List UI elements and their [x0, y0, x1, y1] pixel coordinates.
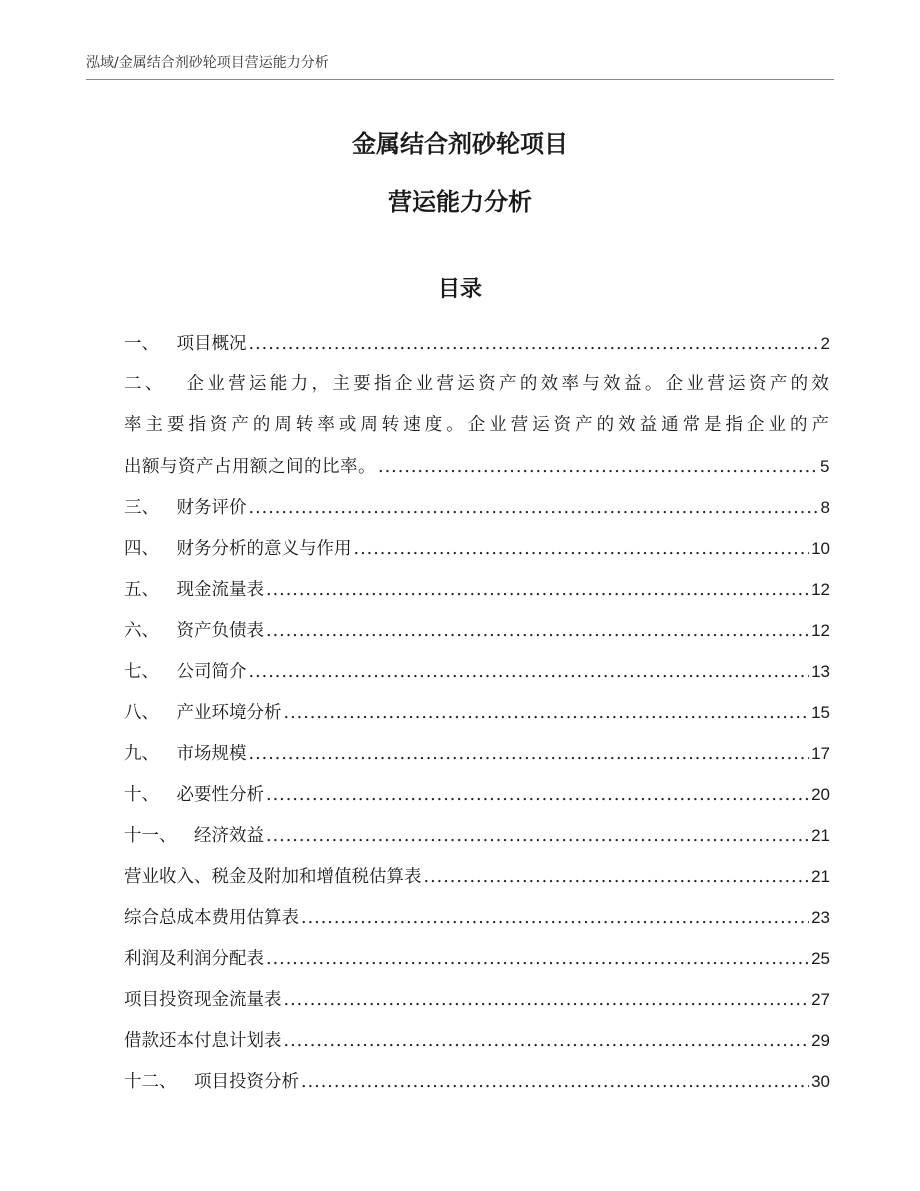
- toc-entry-page: 15: [811, 703, 830, 722]
- toc-entry-page: 20: [811, 785, 830, 804]
- toc-leader-dots: [266, 939, 809, 980]
- toc-entry-number: 四、: [124, 539, 159, 559]
- toc-entry[interactable]: [124, 364, 830, 487]
- toc-entry-page: 21: [811, 867, 830, 886]
- toc-entry-page: 29: [811, 1031, 830, 1050]
- toc-entry-label: 经济效益: [194, 826, 264, 846]
- toc-leader-dots: [266, 611, 809, 652]
- toc-entry-number: 二、: [124, 374, 166, 394]
- toc-entry-label: 利润及利润分配表: [124, 949, 264, 969]
- toc-entry[interactable]: [124, 774, 830, 815]
- toc-entry-label: 资产负债表: [176, 621, 264, 641]
- toc-leader-dots: [378, 447, 818, 488]
- toc-entry-page: 8: [820, 498, 830, 517]
- toc-entry-page: 27: [811, 990, 830, 1009]
- toc-entry-label: 出额与资产占用额之间的比率。: [124, 457, 376, 477]
- running-header: 泓域/金属结合剂砂轮项目营运能力分析: [86, 55, 329, 71]
- toc-leader-dots: [249, 652, 810, 693]
- toc-entry-line: 率主要指资产的周转率或周转速度。企业营运资产的效益通常是指企业的产: [124, 415, 830, 435]
- document-title: 金属结合剂砂轮项目: [352, 130, 568, 158]
- toc-entry-label: 公司简介: [176, 662, 247, 682]
- toc-entry-label: 综合总成本费用估算表: [124, 908, 299, 928]
- toc-leader-dots: [284, 1021, 810, 1062]
- toc-entry-number: 三、: [124, 498, 159, 518]
- toc-entry-number: 十一、: [124, 826, 177, 846]
- toc-entry[interactable]: [124, 1020, 830, 1061]
- toc-entry-label: 现金流量表: [176, 580, 264, 600]
- toc-entry[interactable]: [124, 528, 830, 569]
- toc-entry-page: 21: [811, 826, 830, 845]
- toc-entry-page: 12: [811, 580, 830, 599]
- toc-entry[interactable]: [124, 856, 830, 897]
- toc-entry-label: 财务分析的意义与作用: [176, 539, 352, 559]
- toc-entry[interactable]: [124, 979, 830, 1020]
- toc-leader-dots: [284, 980, 810, 1021]
- toc-entry-label: 借款还本付息计划表: [124, 1031, 282, 1051]
- table-of-contents: [124, 323, 830, 1102]
- toc-entry[interactable]: [124, 733, 830, 774]
- toc-entry[interactable]: [124, 610, 830, 651]
- toc-entry-number: 八、: [124, 703, 159, 723]
- document-subtitle: 营运能力分析: [388, 188, 532, 216]
- toc-leader-dots: [249, 488, 819, 529]
- header-divider: [86, 79, 834, 80]
- toc-entry[interactable]: [124, 897, 830, 938]
- toc-entry-page: 12: [811, 621, 830, 640]
- toc-leader-dots: [301, 898, 809, 939]
- toc-leader-dots: [249, 734, 810, 775]
- toc-entry-page: 25: [811, 949, 830, 968]
- toc-entry[interactable]: [124, 569, 830, 610]
- toc-entry-number: 十二、: [124, 1072, 177, 1092]
- toc-entry[interactable]: [124, 487, 830, 528]
- toc-entry-page: 5: [820, 457, 830, 476]
- toc-entry-label: 营业收入、税金及附加和增值税估算表: [124, 867, 422, 887]
- toc-leader-dots: [249, 324, 819, 365]
- toc-entry-page: 23: [811, 908, 830, 927]
- toc-entry-number: 一、: [124, 334, 159, 354]
- toc-leader-dots: [266, 816, 809, 857]
- toc-entry-number: 九、: [124, 744, 159, 764]
- toc-entry-page: 30: [811, 1072, 830, 1091]
- toc-entry-label: 项目投资现金流量表: [124, 990, 282, 1010]
- toc-entry-number: 七、: [124, 662, 159, 682]
- toc-entry-number: 六、: [124, 621, 159, 641]
- toc-entry[interactable]: [124, 938, 830, 979]
- toc-entry-number: 十、: [124, 785, 159, 805]
- toc-entry[interactable]: [124, 651, 830, 692]
- toc-entry[interactable]: [124, 1061, 830, 1102]
- toc-leader-dots: [301, 1062, 809, 1103]
- toc-entry-page: 17: [811, 744, 830, 763]
- toc-entry-line: 二、 企业营运能力，主要指企业营运资产的效率与效益。企业营运资产的效: [124, 374, 831, 394]
- toc-entry-page: 13: [811, 662, 830, 681]
- toc-entry[interactable]: [124, 692, 830, 733]
- toc-leader-dots: [424, 857, 810, 898]
- toc-heading: 目录: [437, 277, 482, 302]
- toc-leader-dots: [266, 775, 809, 816]
- toc-entry-label: 产业环境分析: [176, 703, 282, 723]
- toc-entry-label: 市场规模: [176, 744, 247, 764]
- toc-leader-dots: [266, 570, 809, 611]
- toc-entry-last-line: [124, 446, 830, 487]
- toc-entry[interactable]: [124, 323, 830, 364]
- toc-entry-page: 10: [811, 539, 830, 558]
- toc-entry-label: 必要性分析: [176, 785, 264, 805]
- toc-entry[interactable]: [124, 815, 830, 856]
- toc-entry-label: 项目投资分析: [194, 1072, 299, 1092]
- toc-leader-dots: [354, 529, 810, 570]
- toc-leader-dots: [284, 693, 810, 734]
- toc-entry-label: 财务评价: [176, 498, 247, 518]
- toc-entry-label: 项目概况: [176, 334, 247, 354]
- toc-entry-page: 2: [820, 334, 830, 353]
- toc-entry-number: 五、: [124, 580, 159, 600]
